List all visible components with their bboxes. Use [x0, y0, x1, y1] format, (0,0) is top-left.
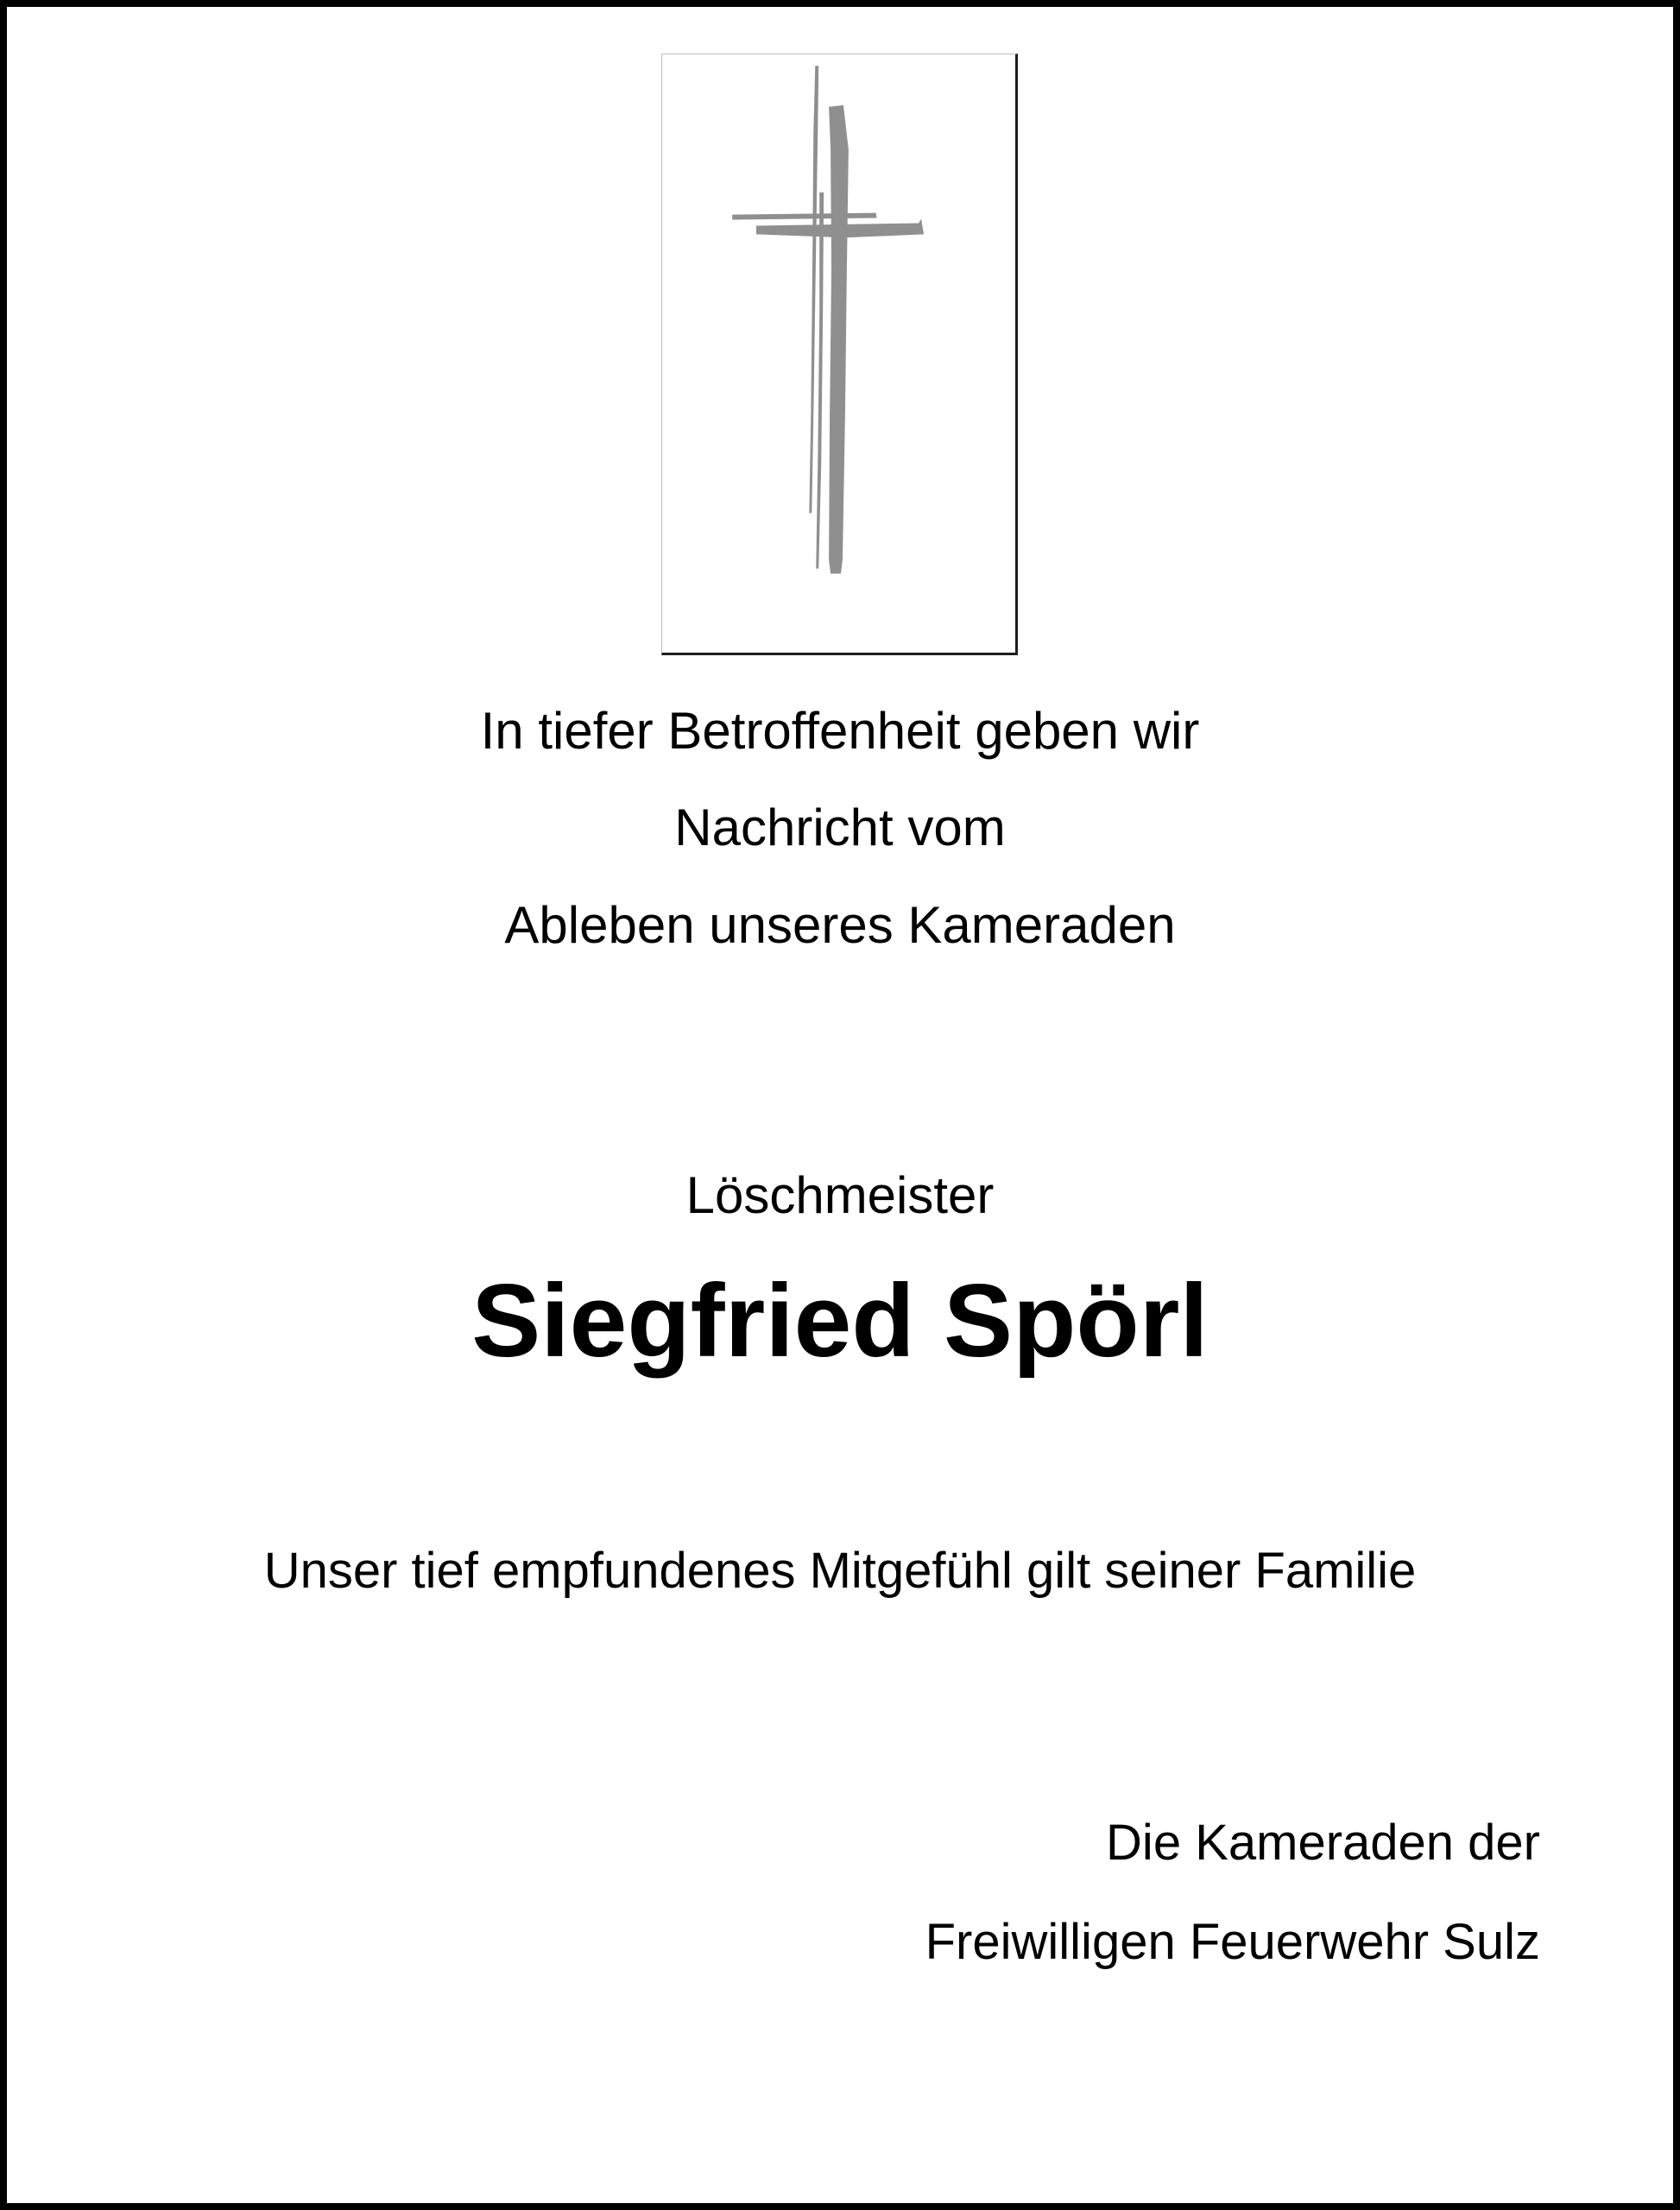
deceased-rank: Löschmeister: [685, 1166, 995, 1224]
cross-icon: [662, 54, 1015, 653]
sympathy-message: Unser tief empfundenes Mitgefühl gilt seiner Familie: [263, 1543, 1417, 1599]
signature-line-1: Die Kameraden der: [1106, 1815, 1540, 1871]
intro-line-3: Ableben unseres Kameraden: [504, 896, 1176, 954]
intro-line-2: Nachricht vom: [674, 799, 1006, 856]
signature-line-2: Freiwilligen Feuerwehr Sulz: [925, 1914, 1540, 1970]
intro-line-1: In tiefer Betroffenheit geben wir: [480, 702, 1200, 760]
deceased-name: Siegfried Spörl: [471, 1263, 1209, 1379]
cross-image-frame: [661, 54, 1018, 655]
